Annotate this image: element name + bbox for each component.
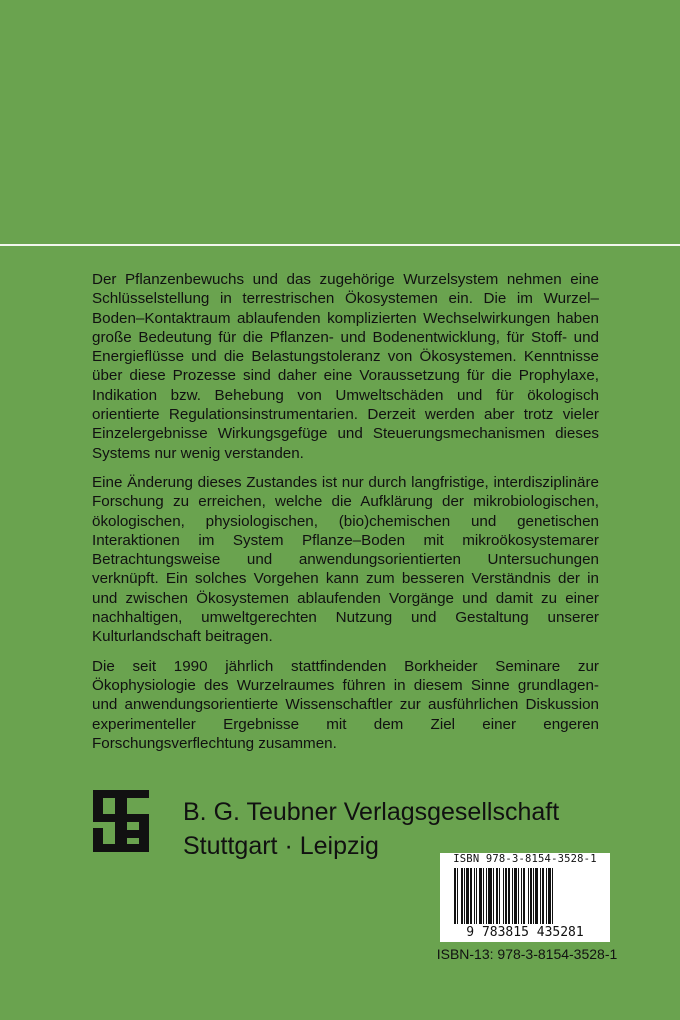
barcode-bar [514, 868, 517, 924]
barcode-box [440, 853, 610, 942]
barcode-bar [470, 868, 472, 924]
blurb-paragraph-1: Der Pflanzenbewuchs und das zugehörige Wurzelsystem nehmen eine Schlüsselstellung in terrestrischen Ökosystemen ein. Die im Wurzel–Boden–Kontaktraum ablaufenden komplizierten Wechselwirkungen haben große Bedeutung für die Pflanzen- und Bodenentwicklung, für Stoff- und Energieflüsse und die Belastungstoleranz von Ökosystemen. Kenntnisse über diese Prozesse sind daher eine Voraussetzung für die Prophylaxe, Indikation bzw. Behebung von Umweltschäden und für ökologisch orientierte Regulationsinstrumentarien. Derzeit werden aber trotz vieler Einzelergebnisse Wirkungsgefüge und Steuerungsmechanismen dieses Systems nur wenig verstanden. [92, 271, 599, 462]
blurb-text [92, 270, 599, 763]
barcode-bar [546, 868, 547, 924]
barcode-bar [474, 868, 475, 924]
publisher-cities: Stuttgart · Leipzig [183, 832, 379, 860]
barcode-bar [548, 868, 551, 924]
barcode-bar [464, 868, 465, 924]
barcode-bar [528, 868, 529, 924]
barcode-bar [479, 868, 482, 924]
barcode-bar [535, 868, 538, 924]
barcode-bar [512, 868, 513, 924]
barcode-bar [533, 868, 534, 924]
barcode-bar [542, 868, 544, 924]
barcode-bar [518, 868, 519, 924]
barcode-bar [493, 868, 494, 924]
barcode-bar [461, 868, 463, 924]
barcode-bar [499, 868, 500, 924]
barcode-bar [454, 868, 456, 924]
barcode-bar [523, 868, 525, 924]
barcode-bar [552, 868, 553, 924]
barcode-bar [503, 868, 504, 924]
barcode-bar [540, 868, 541, 924]
divider-line [0, 244, 680, 246]
barcode-bar [505, 868, 507, 924]
teubner-tg-logo-icon [93, 790, 149, 852]
barcode-bar [483, 868, 484, 924]
barcode-bar [530, 868, 532, 924]
isbn13-label: ISBN-13: 978-3-8154-3528-1 [436, 946, 618, 962]
barcode-bar [466, 868, 469, 924]
barcode-bar [486, 868, 487, 924]
blurb-paragraph-3: Die seit 1990 jährlich stattfindenden Borkheider Seminare zur Ökophysiologie des Wurzelraumes führen in diesem Sinne grundlagen- und anwendungsorientierte Wissenschaftler zur ausführlichen Diskussion experimenteller Ergebnisse mit dem Ziel einer engeren Forschungsverflechtung zusammen. [92, 657, 599, 752]
barcode-isbn-label: ISBN 978-3-8154-3528-1 [453, 853, 597, 865]
barcode-bar [457, 868, 458, 924]
barcode-ean-digits: 9 783815 435281 [466, 925, 584, 940]
barcode-bar [496, 868, 498, 924]
barcode-bar [476, 868, 477, 924]
barcode-bar [488, 868, 492, 924]
publisher-name: B. G. Teubner Verlagsgesellschaft [183, 798, 560, 826]
barcode-bar [521, 868, 522, 924]
barcode-bar [508, 868, 510, 924]
blurb-paragraph-2: Eine Änderung dieses Zustandes ist nur durch langfristige, interdisziplinäre Forschung zu erreichen, welche die Aufklärung der mikrobiologischen, ökologischen, physiologischen, (bio)chemischen und genetischen Interaktionen im System Pflanze–Boden mit mikroökosystemarer Betrachtungsweise und anwendungsorientierten Untersuchungen verknüpft. Ein solches Vorgehen kann zum besseren Verständnis der in und zwischen Ökosystemen ablaufenden Vorgänge und damit zu einer nachhaltigen, umweltgerechten Nutzung und Gestaltung unserer Kulturlandschaft beitragen. [92, 473, 599, 646]
